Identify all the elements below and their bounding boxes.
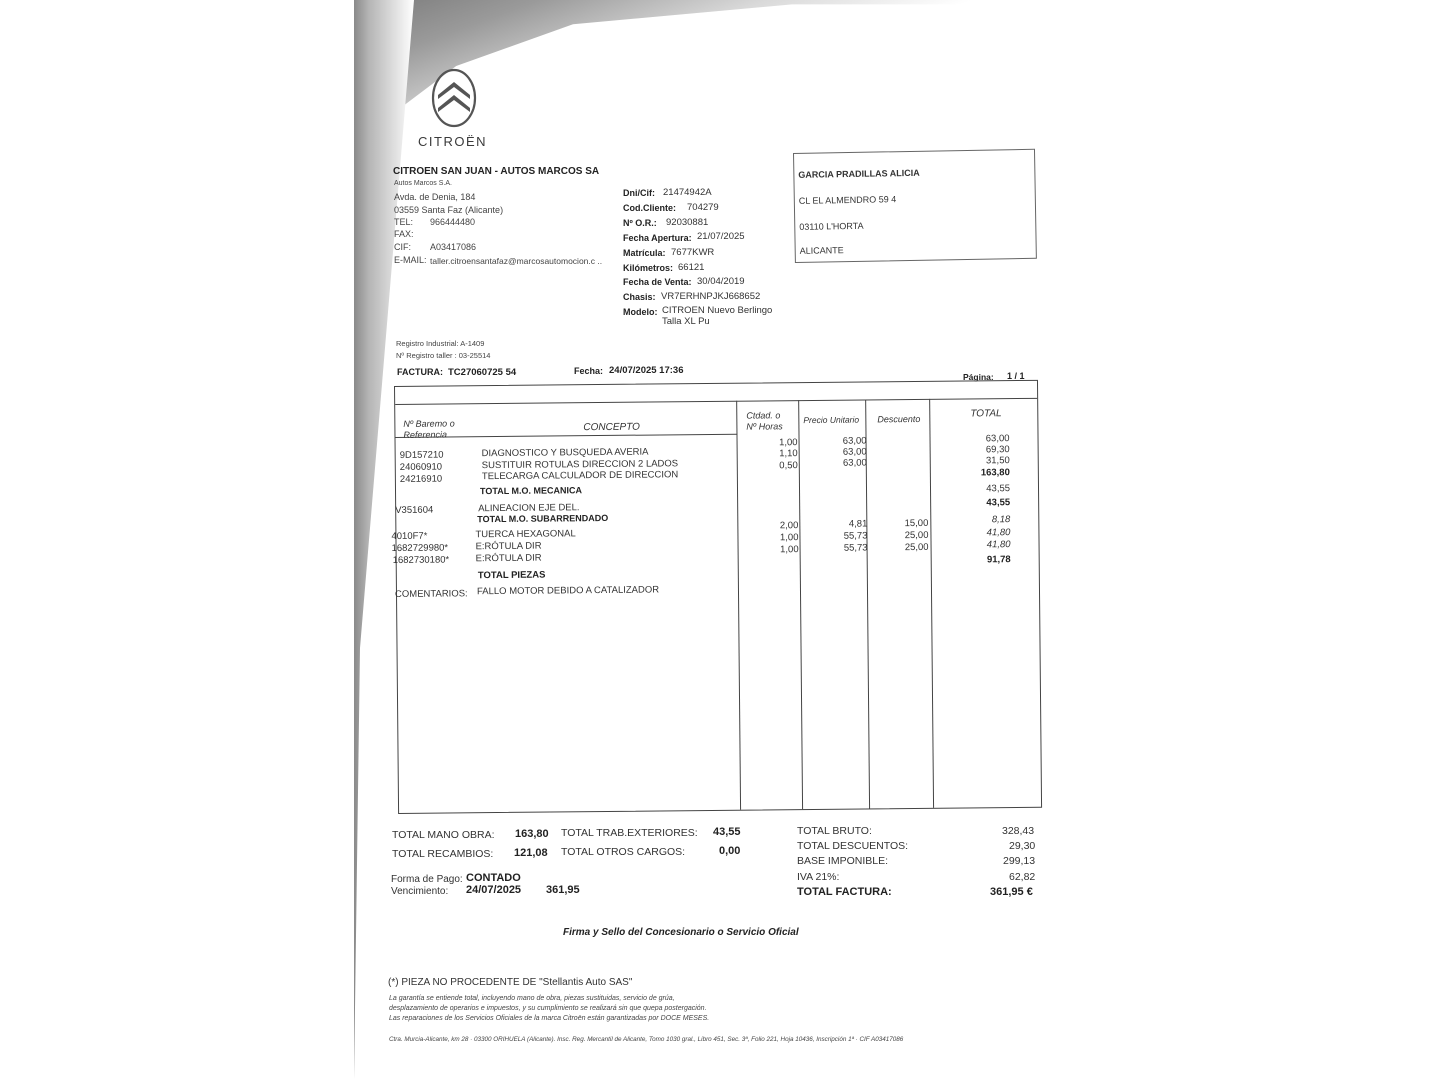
modelo-value-line2: Talla XL Pu <box>662 316 710 327</box>
or-value: 92030881 <box>666 217 709 228</box>
vencimiento-fecha: 24/07/2025 <box>466 884 522 896</box>
matricula-label: Matrícula: <box>623 248 666 258</box>
total-otros-label: TOTAL OTROS CARGOS: <box>561 846 686 858</box>
row-total-mo-mecanica-label: TOTAL M.O. MECANICA <box>479 485 583 497</box>
footer-legal: Ctra. Murcia-Alicante, km 28 · 03300 ORIHUELA (Alicante). Insc. Reg. Mercantil de Alicante, Tomo 1030 gral., Libro 451, Sec. 3ª, Folio 221, Hoja 10436, Inscripción 1ª · CIF A03417086 <box>389 1036 904 1043</box>
dni-label: Dni/Cif: <box>623 188 655 198</box>
registro-taller: Nº Registro taller : 03-25514 <box>396 351 491 360</box>
customer-street: CL EL ALMENDRO 59 4 <box>798 194 897 206</box>
footer-guarantee-3: Las reparaciones de los Servicios Oficiales de la marca Citroën están garantizadas por DOCE MESES. <box>389 1015 710 1022</box>
row-5-concept: TUERCA HEXAGONAL <box>475 528 576 541</box>
base-imponible-label: BASE IMPONIBLE: <box>797 855 889 867</box>
row-1-ref: 9D157210 <box>399 449 444 461</box>
background-left <box>0 0 354 1080</box>
header-precio: Precio Unitario <box>803 414 860 426</box>
modelo-label: Modelo: <box>623 307 658 317</box>
citroen-double-chevron-icon <box>430 68 478 128</box>
factura-label: FACTURA: <box>397 367 443 377</box>
row-7-concept: E:RÓTULA DIR <box>475 552 542 565</box>
pagina-label: Página: <box>963 372 994 382</box>
header-total: TOTAL <box>970 408 1002 420</box>
col-divider-qty <box>736 401 741 810</box>
dealer-cif-label: CIF: <box>394 242 411 252</box>
brand-name: CITROËN <box>418 134 487 149</box>
row-2-ref: 24060910 <box>399 461 443 473</box>
total-factura-value: 361,95 € <box>990 886 1033 898</box>
total-recambios-label: TOTAL RECAMBIOS: <box>392 848 494 860</box>
row-1-concept: DIAGNOSTICO Y BUSQUEDA AVERIA <box>481 446 649 460</box>
km-value: 66121 <box>678 262 705 273</box>
header-concepto: CONCEPTO <box>583 421 640 434</box>
row-total-piezas-label: TOTAL PIEZAS <box>477 569 546 582</box>
customer-address-box <box>793 149 1037 263</box>
dealer-address2: 03559 Santa Faz (Alicante) <box>394 205 504 215</box>
footer-guarantee-1: La garantía se entiende total, incluyendo mano de obra, piezas sustituidas, servicio de grúa, <box>389 995 675 1002</box>
forma-pago-value: CONTADO <box>466 872 521 884</box>
fecha-label: Fecha: <box>574 366 604 376</box>
col-divider-total <box>929 399 934 808</box>
km-label: Kilómetros: <box>623 263 674 273</box>
cliente-value: 704279 <box>687 202 719 213</box>
total-mano-obra-label: TOTAL MANO OBRA: <box>392 829 495 841</box>
header-descuento: Descuento <box>877 413 921 425</box>
pagina-value: 1 / 1 <box>1007 371 1025 381</box>
iva-label: IVA 21%: <box>797 871 840 883</box>
total-descuentos-label: TOTAL DESCUENTOS: <box>797 840 909 852</box>
total-trab-ext-label: TOTAL TRAB.EXTERIORES: <box>561 827 698 839</box>
dealer-address1: Avda. de Denia, 184 <box>394 192 476 202</box>
dealer-cif: A03417086 <box>430 242 477 252</box>
iva-value: 62,82 <box>1009 871 1036 883</box>
apertura-value: 21/07/2025 <box>697 231 745 242</box>
dealer-legal-name: Autos Marcos S.A. <box>394 180 452 187</box>
customer-province: ALICANTE <box>799 245 844 256</box>
venta-value: 30/04/2019 <box>697 276 745 287</box>
row-5-ref: 4010F7* <box>391 530 428 543</box>
total-factura-label: TOTAL FACTURA: <box>797 886 892 898</box>
row-2-concept: SUSTITUIR ROTULAS DIRECCION 2 LADOS <box>481 458 679 472</box>
comments-text: FALLO MOTOR DEBIDO A CATALIZADOR <box>476 584 660 598</box>
dealer-name: CITROEN SAN JUAN - AUTOS MARCOS SA <box>393 166 600 177</box>
row-6-ref: 1682729980* <box>391 542 449 555</box>
invoice-lines-table: Nº Baremo o Referencia CONCEPTO Ctdad. o Nº Horas Precio Unitario Descuento TOTAL 63,00 9D157210 DIAGNOSTICO Y BUSQUEDA AVERIA 1,00 63,00 24060910 SUSTITUIR ROTULAS DIRECCION 2 LADOS 1,10 63,00 69,30 24216910 TELECARGA CALCULADOR DE DIRECCION 0,50 63,00 31,50 TOTAL M.O. MECANICA 163,80 43,55 V351604 ALINEACION EJE DEL. 43,55 TOTAL M.O. SUBARRENDADO 4010F7* TUERCA HEXAGONAL 2,00 4,81 15,00 8,18 1682729980* E:RÓTULA DIR 1,00 55,73 25,00 41,80 1682730180* E:RÓTULA DIR 1,00 55,73 25,00 41,80 TOTAL PIEZAS 91,78 COMENTARIOS: FALLO MOTOR DEBIDO A CATALIZADOR <box>394 380 1042 814</box>
total-trab-ext-value: 43,55 <box>713 826 741 838</box>
signature-label: Firma y Sello del Concesionario o Servicio Oficial <box>563 927 799 938</box>
matricula-value: 7677KWR <box>671 247 715 258</box>
dni-value: 21474942A <box>663 187 712 198</box>
footer-guarantee-2: desplazamiento de operarios e impuestos, y su cumplimiento se realizará sin que quepa postergación. <box>389 1005 707 1012</box>
venta-label: Fecha de Venta: <box>623 277 692 287</box>
cliente-label: Cod.Cliente: <box>623 203 676 213</box>
total-bruto-value: 328,43 <box>1002 825 1035 837</box>
chasis-label: Chasis: <box>623 292 656 302</box>
dealer-fax-label: FAX: <box>394 229 414 239</box>
apertura-label: Fecha Apertura: <box>623 233 692 243</box>
registro-industrial: Registro Industrial: A-1409 <box>396 339 485 348</box>
customer-city: 03110 L'HORTA <box>799 220 864 232</box>
dealer-tel: 966444480 <box>430 217 476 227</box>
footer-note: (*) PIEZA NO PROCEDENTE DE "Stellantis Auto SAS" <box>388 977 633 988</box>
dealer-email: taller.citroensantafaz@marcosautomocion.c .. <box>430 256 603 266</box>
base-imponible-value: 299,13 <box>1003 855 1036 867</box>
total-bruto-label: TOTAL BRUTO: <box>797 825 872 837</box>
table-top-rule <box>395 398 1037 405</box>
row-3-concept: TELECARGA CALCULADOR DE DIRECCION <box>481 469 679 483</box>
row-6-concept: E:RÓTULA DIR <box>475 540 542 553</box>
row-4-concept: ALINEACION EJE DEL. <box>478 502 580 515</box>
forma-pago-label: Forma de Pago: <box>391 874 463 885</box>
chasis-value: VR7ERHNPJKJ668652 <box>661 291 761 302</box>
factura-number: TC27060725 54 <box>448 367 517 378</box>
total-mano-obra-value: 163,80 <box>515 828 549 840</box>
total-recambios-value: 121,08 <box>514 847 548 859</box>
modelo-value-line1: CITROEN Nuevo Berlingo <box>662 305 773 316</box>
dealer-email-label: E-MAIL: <box>394 255 427 265</box>
col-divider-price <box>798 400 803 809</box>
fecha-value: 24/07/2025 17:36 <box>609 365 684 376</box>
header-ref-line2: Referencia <box>403 429 448 440</box>
vencimiento-importe: 361,95 <box>546 884 580 896</box>
row-4-ref: V351604 <box>395 504 434 516</box>
comments-label: COMENTARIOS: <box>394 588 468 600</box>
customer-name: GARCIA PRADILLAS ALICIA <box>798 167 920 180</box>
total-otros-value: 0,00 <box>719 845 741 857</box>
dealer-tel-label: TEL: <box>394 217 414 227</box>
row-3-ref: 24216910 <box>399 473 443 485</box>
header-cant-line1: Ctdad. o <box>746 410 781 421</box>
row-7-ref: 1682730180* <box>392 554 450 567</box>
vencimiento-label: Vencimiento: <box>391 886 449 897</box>
header-ref-line1: Nº Baremo o <box>403 418 455 429</box>
row-total-mo-subarrendado-label: TOTAL M.O. SUBARRENDADO <box>477 512 609 525</box>
total-descuentos-value: 29,30 <box>1009 840 1036 852</box>
header-cant-line2: Nº Horas <box>746 421 783 432</box>
or-label: Nº O.R.: <box>623 218 657 228</box>
